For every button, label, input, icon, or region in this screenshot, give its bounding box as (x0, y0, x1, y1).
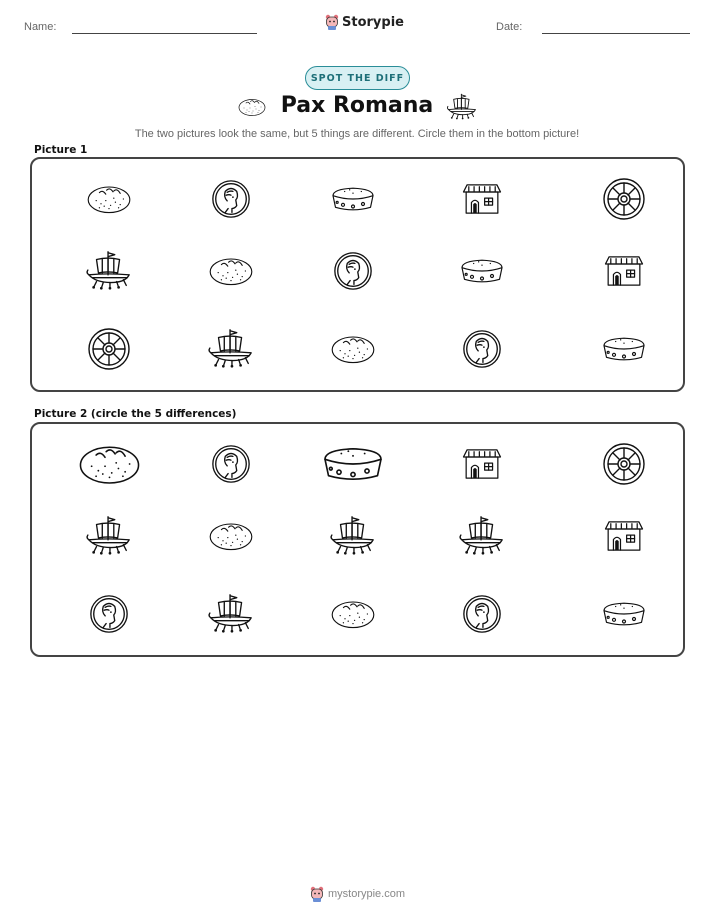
coin-icon[interactable] (332, 250, 374, 292)
coin-icon[interactable] (210, 178, 252, 220)
house-icon[interactable] (602, 253, 646, 289)
bread-icon[interactable] (76, 440, 143, 488)
bread-icon[interactable] (207, 254, 255, 288)
cheese-icon[interactable] (599, 332, 649, 366)
picture1-panel (30, 157, 685, 392)
picture1-label: Picture 1 (34, 144, 88, 156)
house-icon[interactable] (602, 518, 646, 554)
footer (310, 886, 405, 902)
bread-icon[interactable] (207, 519, 255, 553)
storypie-mascot-icon (325, 14, 339, 30)
storypie-mascot-icon (310, 886, 324, 902)
coin-icon[interactable] (461, 593, 503, 635)
page-title: Pax Romana (280, 93, 434, 118)
shield-icon[interactable] (87, 327, 131, 371)
cheese-icon[interactable] (599, 597, 649, 631)
date-label: Date: (496, 21, 523, 33)
ship-icon[interactable] (458, 514, 506, 558)
ship-icon[interactable] (207, 327, 255, 371)
coin-icon[interactable] (210, 443, 252, 485)
ship-icon[interactable] (85, 249, 133, 293)
brand-name: Storypie (342, 14, 404, 30)
bread-icon (237, 96, 267, 118)
name-field[interactable] (72, 33, 257, 34)
cheese-icon[interactable] (328, 182, 378, 216)
spot-the-diff-badge: SPOT THE DIFF (305, 66, 410, 90)
ship-icon[interactable] (329, 514, 377, 558)
cheese-icon[interactable] (318, 440, 388, 488)
shield-icon[interactable] (602, 177, 646, 221)
ship-icon (446, 92, 478, 122)
cheese-icon[interactable] (457, 254, 507, 288)
picture2-label: Picture 2 (circle the 5 differences) (34, 408, 237, 420)
coin-icon[interactable] (461, 328, 503, 370)
bread-icon[interactable] (85, 182, 133, 216)
house-icon[interactable] (460, 181, 504, 217)
bread-icon[interactable] (329, 597, 377, 631)
ship-icon[interactable] (207, 592, 255, 636)
ship-icon[interactable] (85, 514, 133, 558)
house-icon[interactable] (460, 446, 504, 482)
shield-icon[interactable] (602, 442, 646, 486)
bread-icon[interactable] (329, 332, 377, 366)
name-label: Name: (24, 21, 57, 33)
instructions: The two pictures look the same, but 5 things are different. Circle them in the bottom picture! (134, 128, 580, 140)
coin-icon[interactable] (88, 593, 130, 635)
footer-url: mystorypie.com (328, 888, 406, 900)
date-field[interactable] (542, 33, 690, 34)
brand-logo (325, 14, 404, 30)
picture2-panel[interactable] (30, 422, 685, 657)
